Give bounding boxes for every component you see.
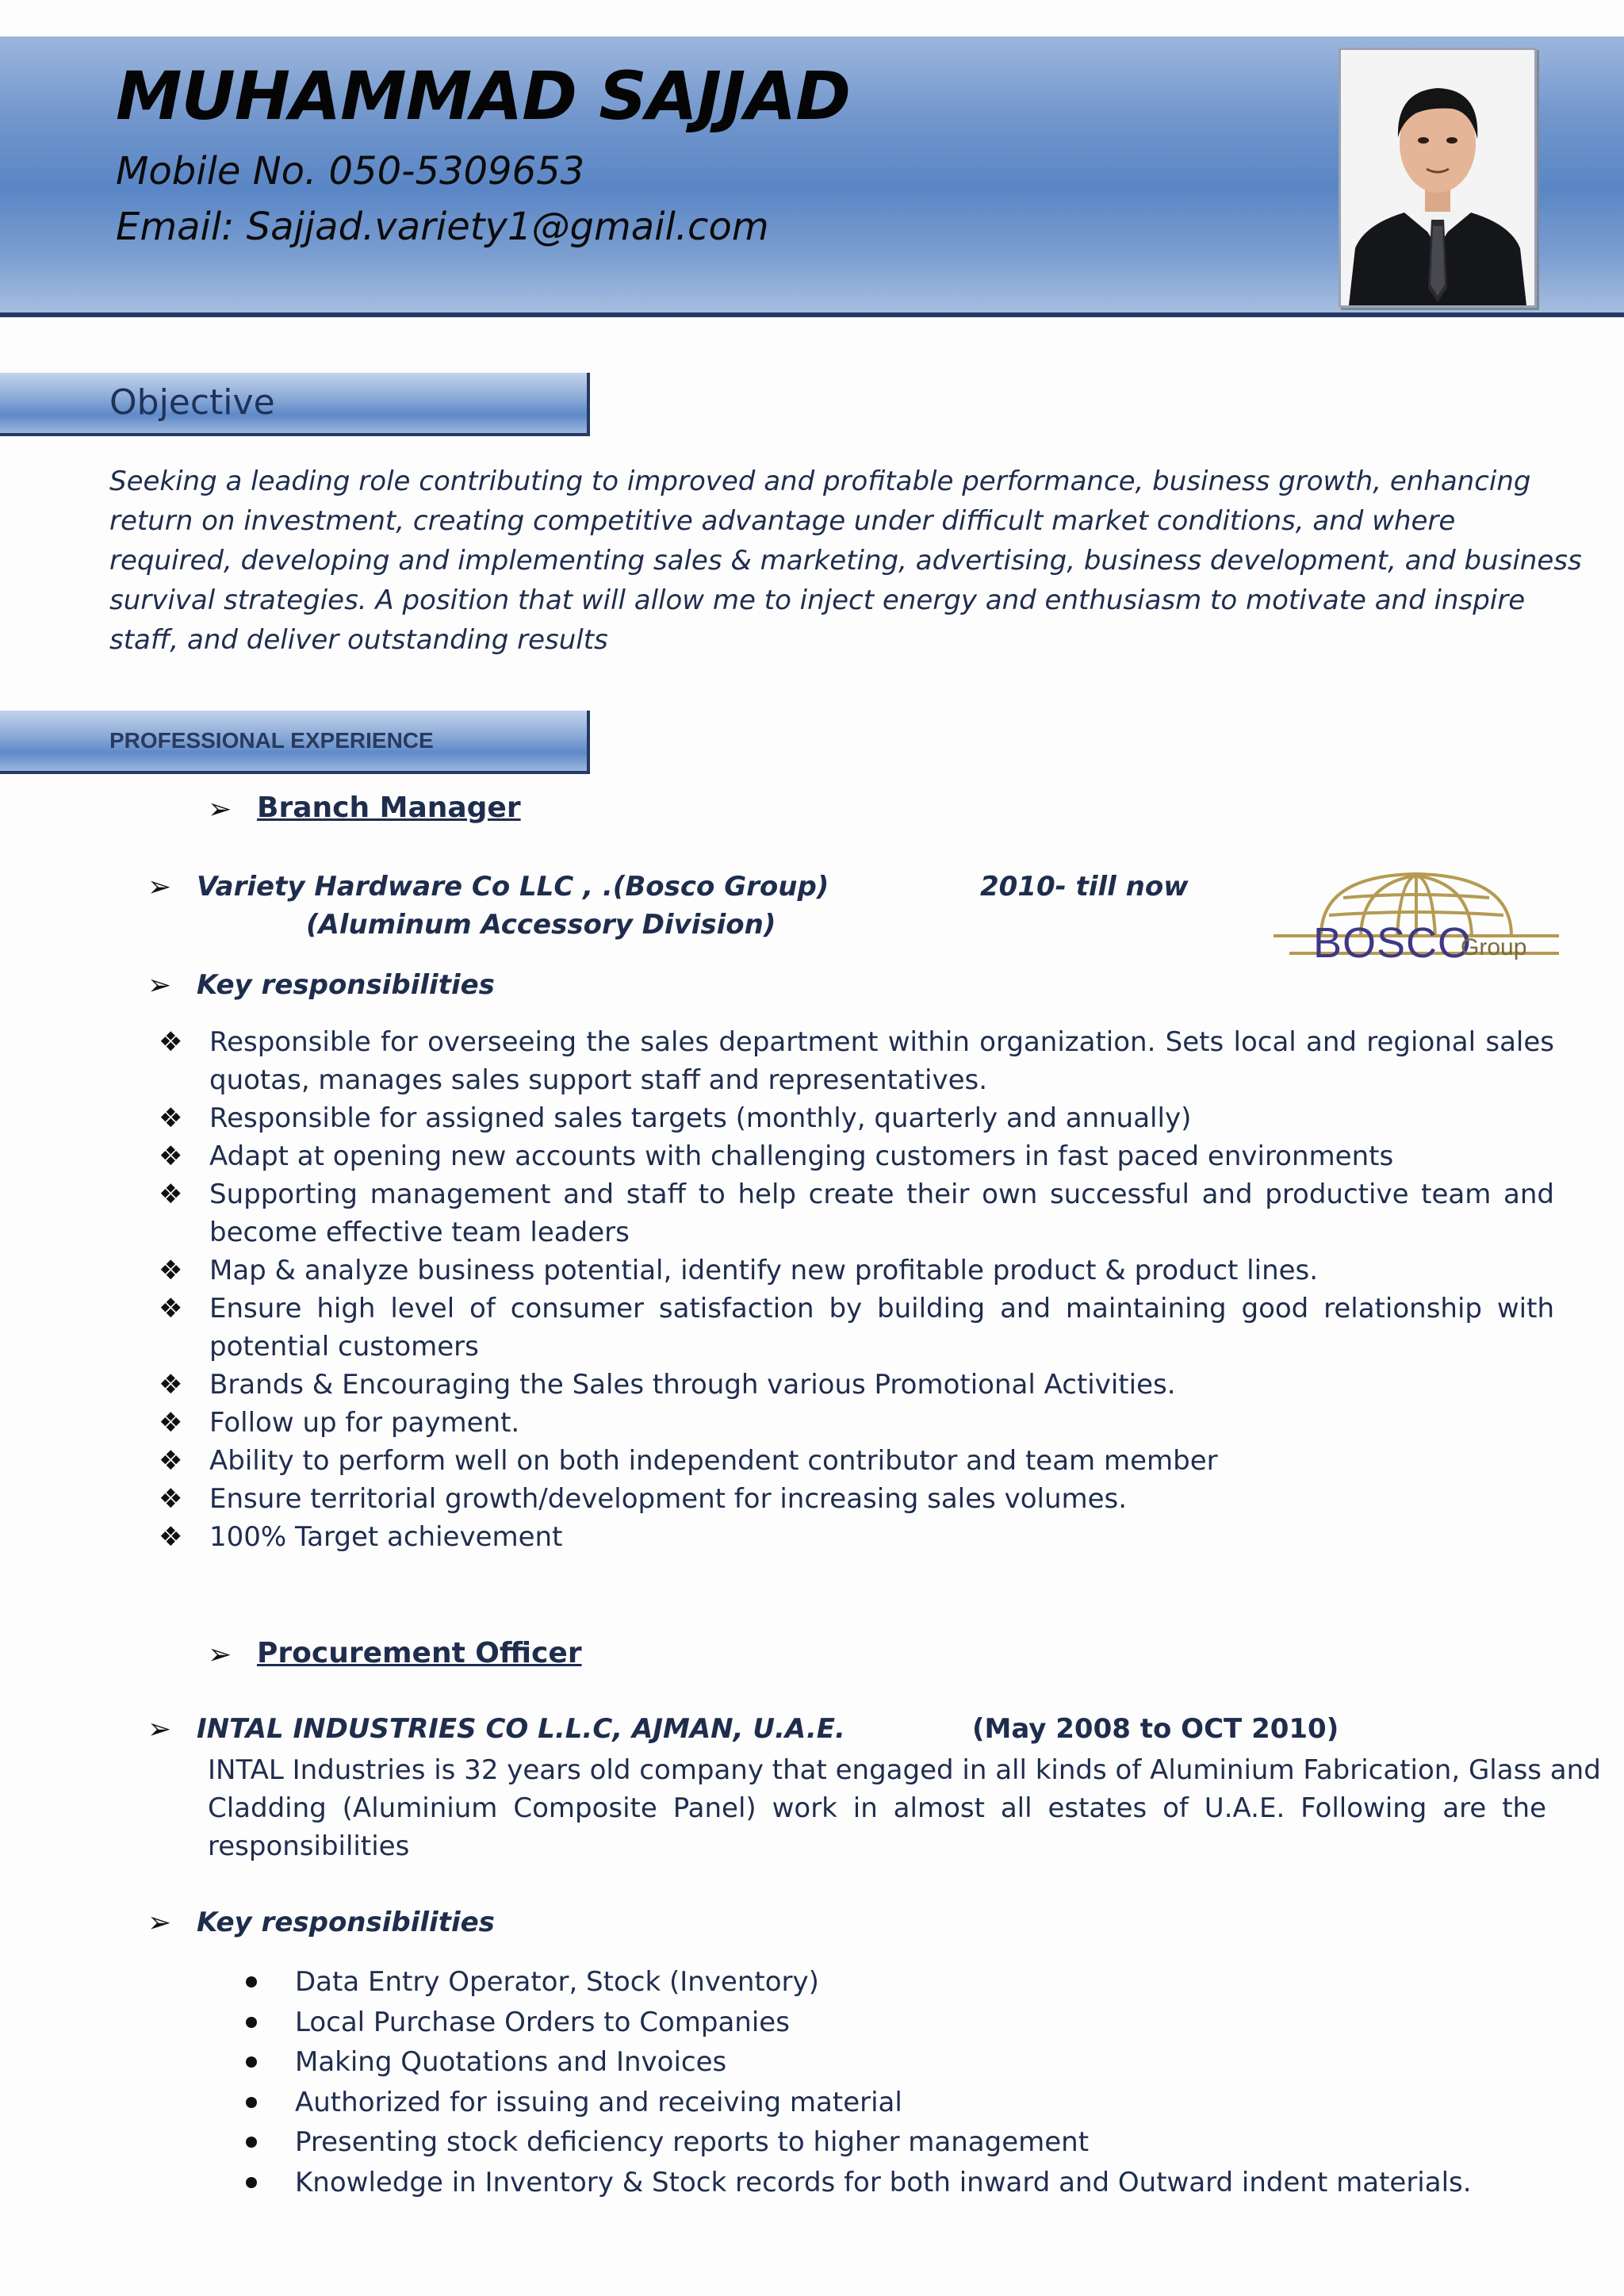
- four-diamond-bullet-icon: ❖: [159, 1140, 183, 1172]
- person-portrait-icon: [1341, 50, 1534, 305]
- profile-photo: [1339, 48, 1537, 308]
- objective-line: survival strategies. A position that will allow me to inject energy and enthusiasm to motivate and inspire: [109, 585, 1526, 616]
- list-item: Local Purchase Orders to Companies: [243, 2003, 1472, 2043]
- job-role-title: Procurement Officer: [257, 1637, 582, 1669]
- round-bullet-icon: [246, 2056, 257, 2068]
- list-item: Authorized for issuing and receiving material: [243, 2083, 1472, 2123]
- mobile-number: Mobile No. 050-5309653: [116, 149, 585, 194]
- job-period: (May 2008 to OCT 2010): [972, 1713, 1339, 1745]
- arrow-bullet-icon: ➢: [147, 1713, 172, 1746]
- four-diamond-bullet-icon: ❖: [159, 1026, 183, 1058]
- round-bullet-icon: [246, 2017, 257, 2028]
- objective-heading: Objective: [109, 382, 275, 423]
- round-bullet-icon: [246, 2177, 257, 2188]
- list-item: Data Entry Operator, Stock (Inventory): [243, 1962, 1472, 2003]
- list-item: ❖ Follow up for payment.: [159, 1404, 1554, 1442]
- email-address: Email: Sajjad.variety1@gmail.com: [116, 205, 769, 249]
- list-item: ❖ Brands & Encouraging the Sales through various Promotional Activities.: [159, 1366, 1554, 1404]
- round-bullet-icon: [246, 2137, 257, 2148]
- objective-line: Seeking a leading role contributing to improved and profitable performance, business growth, enhancing: [109, 466, 1531, 497]
- four-diamond-bullet-icon: ❖: [159, 1483, 183, 1515]
- job-division: (Aluminum Accessory Division): [306, 909, 776, 941]
- candidate-name: MUHAMMAD SAJJAD: [116, 57, 851, 135]
- list-item: ❖ Responsible for assigned sales targets (monthly, quarterly and annually): [159, 1099, 1554, 1137]
- arrow-bullet-icon: ➢: [147, 969, 172, 1002]
- job-period: 2010- till now: [980, 871, 1189, 903]
- arrow-bullet-icon: ➢: [208, 1639, 232, 1671]
- arrow-bullet-icon: ➢: [147, 1907, 172, 1939]
- list-item: Making Quotations and Invoices: [243, 2042, 1472, 2083]
- objective-line: return on investment, creating competitive advantage under difficult market conditions, and where: [109, 505, 1456, 537]
- list-item: ❖ Ensure high level of consumer satisfaction by building and maintaining good relationship with potential customers: [159, 1290, 1554, 1366]
- job-role-title: Branch Manager: [257, 792, 521, 824]
- job-company: INTAL INDUSTRIES CO L.L.C, AJMAN, U.A.E.: [197, 1713, 845, 1745]
- four-diamond-bullet-icon: ❖: [159, 1293, 183, 1324]
- arrow-bullet-icon: ➢: [147, 871, 172, 903]
- procurement-responsibilities: [243, 1962, 1472, 2202]
- description-line: Cladding (Aluminium Composite Panel) work in almost all estates of U.A.E. Following are the: [208, 1792, 1546, 1824]
- list-item: ❖ Ability to perform well on both independent contributor and team member: [159, 1442, 1554, 1480]
- four-diamond-bullet-icon: ❖: [159, 1445, 183, 1477]
- list-item: ❖ Ensure territorial growth/development for increasing sales volumes.: [159, 1480, 1554, 1518]
- four-diamond-bullet-icon: ❖: [159, 1102, 183, 1134]
- list-item: ❖ Supporting management and staff to help create their own successful and productive team and become effective team leaders: [159, 1175, 1554, 1251]
- objective-line: staff, and deliver outstanding results: [109, 624, 608, 656]
- description-line: responsibilities: [208, 1830, 410, 1862]
- round-bullet-icon: [246, 2097, 257, 2108]
- description-line: INTAL Industries is 32 years old company that engaged in all kinds of Aluminium Fabrication, Glass and: [208, 1754, 1601, 1786]
- branch-manager-responsibilities: [159, 1023, 1554, 1556]
- job-company: Variety Hardware Co LLC , .(Bosco Group): [197, 871, 829, 903]
- list-item: ❖ Adapt at opening new accounts with challenging customers in fast paced environments: [159, 1137, 1554, 1175]
- four-diamond-bullet-icon: ❖: [159, 1369, 183, 1401]
- objective-ribbon: [0, 373, 590, 436]
- key-responsibilities-heading: Key responsibilities: [197, 1907, 495, 1938]
- list-item: Knowledge in Inventory & Stock records for both inward and Outward indent materials.: [243, 2163, 1472, 2203]
- list-item: ❖ Map & analyze business potential, identify new profitable product & product lines.: [159, 1251, 1554, 1290]
- bosco-logo-text: BOSCO: [1313, 919, 1473, 967]
- experience-heading: PROFESSIONAL EXPERIENCE: [109, 728, 434, 753]
- four-diamond-bullet-icon: ❖: [159, 1255, 183, 1286]
- four-diamond-bullet-icon: ❖: [159, 1521, 183, 1553]
- experience-ribbon: [0, 711, 590, 774]
- four-diamond-bullet-icon: ❖: [159, 1179, 183, 1210]
- round-bullet-icon: [246, 1976, 257, 1987]
- arrow-bullet-icon: ➢: [208, 793, 232, 826]
- objective-text: [109, 462, 1582, 660]
- list-item: ❖ Responsible for overseeing the sales department within organization. Sets local and regional sales quotas, manages sales support staff and representatives.: [159, 1023, 1554, 1099]
- company-description: [208, 1751, 1601, 1865]
- objective-line: required, developing and implementing sales & marketing, advertising, business development, and business: [109, 545, 1582, 577]
- list-item: Presenting stock deficiency reports to higher management: [243, 2122, 1472, 2163]
- list-item: ❖ 100% Target achievement: [159, 1518, 1554, 1556]
- four-diamond-bullet-icon: ❖: [159, 1407, 183, 1439]
- bosco-logo-subtext: Group: [1461, 934, 1527, 960]
- key-responsibilities-heading: Key responsibilities: [197, 969, 495, 1001]
